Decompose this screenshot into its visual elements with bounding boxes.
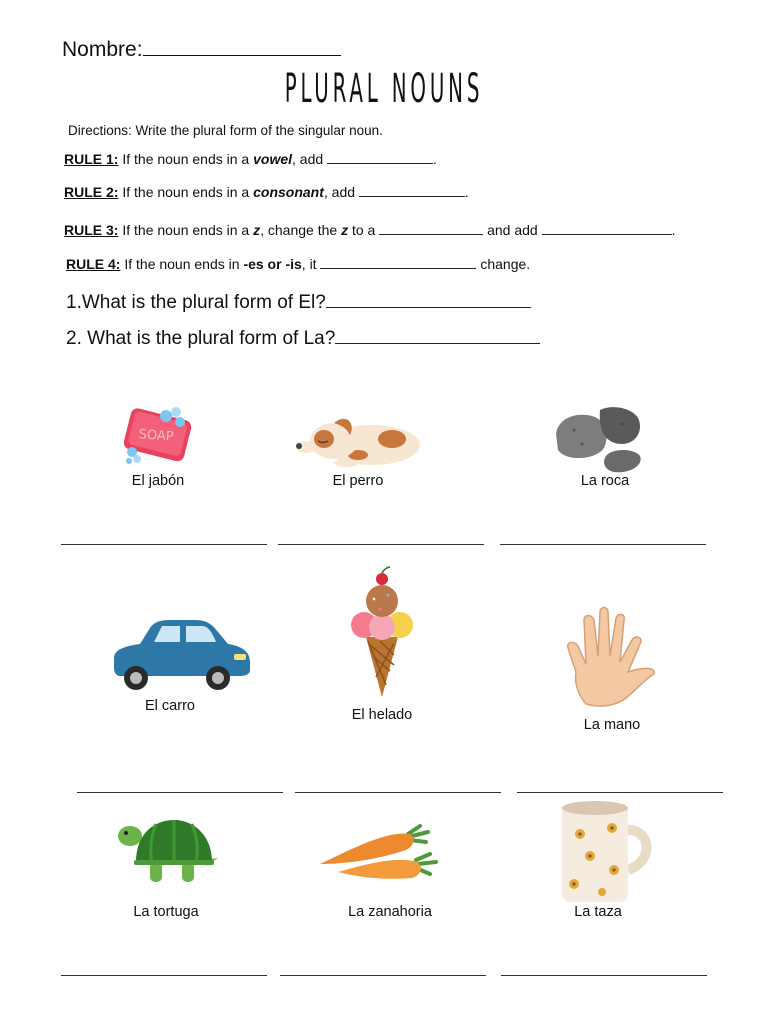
- turtle-icon: [116, 818, 220, 884]
- question-1: 1.What is the plural form of El?: [66, 292, 531, 314]
- answer-line-5[interactable]: [295, 792, 501, 793]
- item-label-roca: La roca: [580, 473, 630, 489]
- item-label-helado: El helado: [351, 707, 413, 723]
- answer-line-4[interactable]: [77, 792, 283, 793]
- directions-text: Directions: Write the plural form of the singular noun.: [68, 123, 383, 138]
- item-label-jabon: El jabón: [131, 473, 185, 489]
- rule-2-blank[interactable]: [359, 184, 465, 197]
- answer-line-1[interactable]: [61, 544, 267, 545]
- question-2-blank[interactable]: [335, 329, 540, 344]
- answer-line-9[interactable]: [501, 975, 707, 976]
- answer-line-2[interactable]: [278, 544, 484, 545]
- answer-line-3[interactable]: [500, 544, 706, 545]
- item-label-tortuga: La tortuga: [133, 904, 199, 920]
- question-1-blank[interactable]: [326, 293, 531, 308]
- item-label-mano: La mano: [583, 717, 641, 733]
- carrot-icon: [316, 822, 450, 884]
- name-answer-line[interactable]: [143, 39, 341, 56]
- car-icon: [110, 618, 252, 692]
- name-label: Nombre:: [62, 38, 143, 61]
- item-label-zanahoria: La zanahoria: [348, 904, 432, 920]
- answer-line-7[interactable]: [61, 975, 267, 976]
- mug-icon: [558, 800, 656, 906]
- rule-1-blank[interactable]: [327, 151, 433, 164]
- rule-4-blank[interactable]: [320, 256, 476, 269]
- item-label-carro: El carro: [145, 698, 195, 714]
- ice-cream-icon: [350, 565, 414, 701]
- svg-text:SOAP: SOAP: [138, 427, 175, 445]
- soap-icon: [118, 402, 198, 472]
- answer-line-8[interactable]: [280, 975, 486, 976]
- rule-1: RULE 1: If the noun ends in a vowel, add .: [64, 151, 437, 167]
- rule-3-blank-a[interactable]: [379, 222, 483, 235]
- dog-icon: [294, 405, 426, 469]
- question-2: 2. What is the plural form of La?: [66, 328, 540, 350]
- item-label-taza: La taza: [574, 904, 622, 920]
- rule-4: RULE 4: If the noun ends in -es or -is, it change.: [66, 256, 531, 272]
- name-field: [62, 38, 341, 62]
- item-label-perro: El perro: [332, 473, 384, 489]
- rule-3-blank-b[interactable]: [542, 222, 672, 235]
- hand-icon: [560, 606, 658, 708]
- rock-icon: [552, 404, 646, 476]
- page-title: PLURAL NOUNS: [284, 66, 484, 112]
- rule-3: RULE 3: If the noun ends in a z, change the z to a and add .: [64, 222, 676, 238]
- rule-2: RULE 2: If the noun ends in a consonant, add .: [64, 184, 469, 200]
- answer-line-6[interactable]: [517, 792, 723, 793]
